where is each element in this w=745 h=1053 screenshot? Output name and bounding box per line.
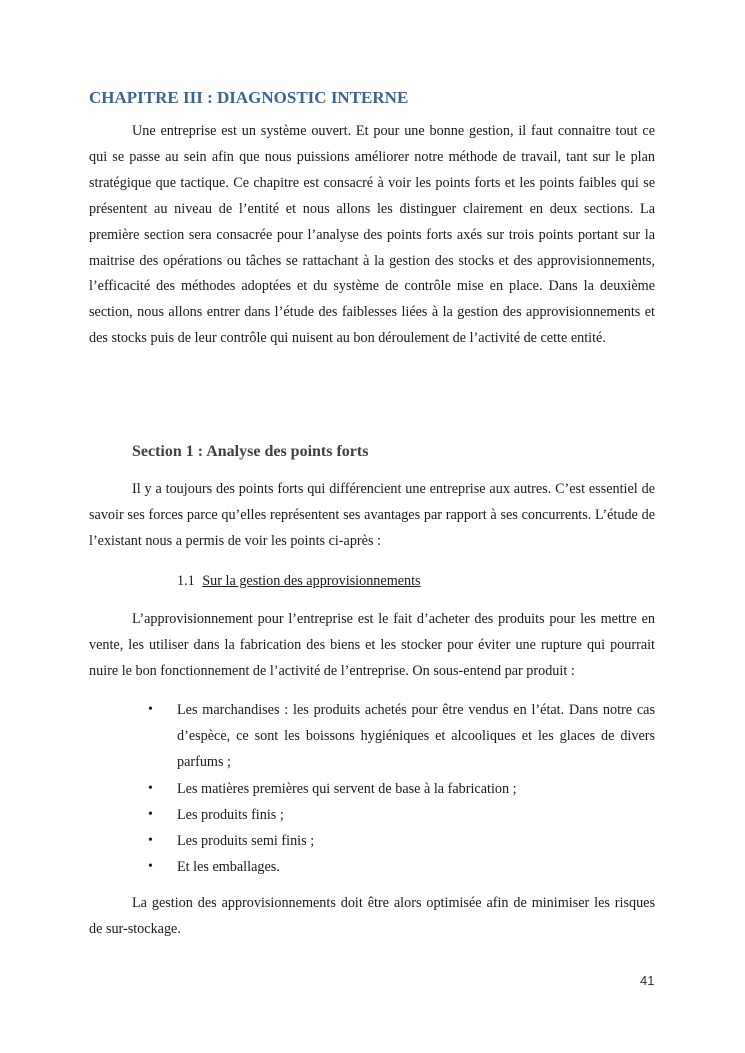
subsection-heading (177, 573, 421, 590)
subsection-title: Sur la gestion des approvisionnements (202, 573, 421, 589)
list-item-text: Les produits finis ; (177, 806, 284, 823)
subsection-intro-paragraph: L’approvisionnement pour l’entreprise est le fait d’acheter des produits pour les mettre en vente, les utiliser dans la fabrication des biens et les stocker pour éviter une rupture qui pourrait nuire le bon fonctionnement de l’activité de l’entreprise. On sous-entend par produit : (89, 611, 655, 679)
list-item (148, 697, 655, 776)
page-number: 41 (640, 973, 655, 988)
list-item-text: Les produits semi finis ; (177, 833, 315, 850)
list-item-text: Les marchandises : les produits achetés pour être vendus en l’état. Dans notre cas d’espèce, ce sont les boissons hygiéniques et alcooliques et les glaces de divers parfums ; (177, 702, 655, 771)
chapter-title: CHAPITRE III : DIAGNOSTIC INTERNE (89, 88, 409, 107)
list-item (148, 854, 655, 880)
chapter-intro-paragraph: Une entreprise est un système ouvert. Et pour une bonne gestion, il faut connaitre tout ce qui se passe au sein afin que nous puissions améliorer notre méthode de travail, tant sur le plan stratégique que tactique. Ce chapitre est consacré à voir les points forts et les points faibles qui se présentent au niveau de l’entité et nous allons les distinguer clairement en deux sections. La première section sera consacrée pour l’analyse des points forts axés sur trois points portant sur la maitrise des opérations ou tâches se rattachant à la gestion des stocks et des approvisionnements, l’efficacité des méthodes adoptées et du système de contrôle mise en place. Dans la deuxième section, nous allons entrer dans l’étude des faiblesses liées à la gestion des approvisionnements et des stocks puis de leur contrôle qui nuisent au bon déroulement de l’activité de cette entité. (89, 123, 655, 347)
list-item-text: Les matières premières qui servent de base à la fabrication ; (177, 780, 517, 797)
list-item-text: Et les emballages. (177, 859, 280, 876)
section-title: Section 1 : Analyse des points forts (132, 443, 369, 460)
product-list (148, 697, 655, 880)
section-intro-paragraph: Il y a toujours des points forts qui différencient une entreprise aux autres. C’est essentiel de savoir ses forces parce qu’elles représentent ses avantages par rapport à ses concurrents. L’étude de l’existant nous a permis de voir les points ci-après : (89, 481, 655, 549)
bullet-icon: • (148, 859, 153, 875)
list-item (148, 828, 655, 854)
bullet-icon: • (148, 702, 153, 717)
bullet-icon: • (148, 780, 153, 796)
list-item (148, 802, 655, 828)
list-item (148, 776, 655, 802)
subsection-number: 1.1 (177, 573, 195, 589)
bullet-icon: • (148, 833, 153, 849)
bullet-icon: • (148, 806, 153, 822)
conclusion-paragraph: La gestion des approvisionnements doit être alors optimisée afin de minimiser les risques de sur-stockage. (89, 895, 655, 937)
